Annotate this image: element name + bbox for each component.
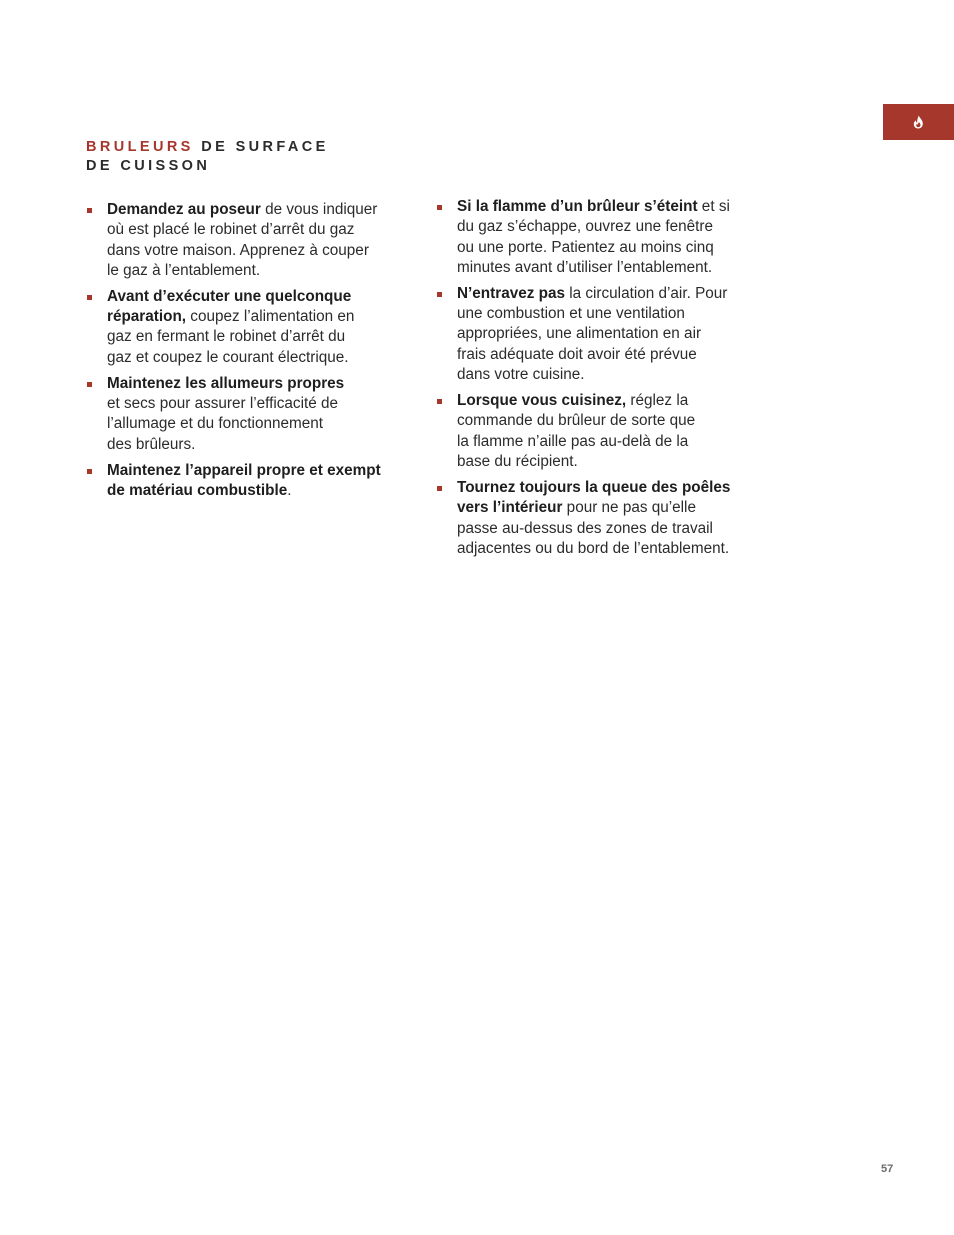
bullet-lead: vers l’intérieur	[457, 499, 563, 517]
bullet-text: gaz et coupez le courant électrique.	[107, 348, 349, 366]
list-item	[86, 374, 406, 455]
bullet-text: la flamme n’aille pas au-delà de la	[457, 432, 689, 450]
list-item	[436, 284, 756, 385]
bullet-text: ou une porte. Patientez au moins cinq	[457, 238, 714, 256]
page-number: 57	[881, 1163, 894, 1175]
bullet-lead: Maintenez l’appareil propre et exempt	[107, 461, 381, 479]
bullet-text: réglez la	[626, 392, 689, 410]
bullet-text: dans votre cuisine.	[457, 366, 585, 384]
bullet-lead: réparation,	[107, 308, 187, 326]
list-item	[86, 461, 406, 502]
bullet-text: la circulation d’air. Pour	[564, 284, 728, 302]
bullet-text: une combustion et une ventilation	[457, 305, 685, 323]
bullet-text: dans votre maison. Apprenez à couper	[107, 241, 369, 259]
section-tab	[883, 104, 954, 140]
list-item	[436, 197, 756, 278]
bullet-lead: Si la flamme d’un brûleur s’éteint	[457, 198, 698, 215]
bullet-text: pour ne pas qu’elle	[562, 499, 696, 517]
list-item	[436, 478, 756, 559]
bullet-lead: Demandez au poseur	[107, 201, 261, 218]
bullet-text: commande du brûleur de sorte que	[457, 412, 696, 430]
bullet-text: et secs pour assurer l’efficacité de	[107, 395, 338, 413]
bullet-lead: de matériau combustible	[107, 481, 288, 499]
bullet-text: adjacentes ou du bord de l’entablement.	[457, 539, 730, 557]
flame-icon	[912, 115, 925, 129]
section-heading	[86, 138, 329, 175]
bullet-text: appropriées, une alimentation en air	[457, 325, 702, 343]
left-bullet-list	[86, 200, 406, 507]
bullet-text: le gaz à l’entablement.	[107, 261, 261, 279]
bullet-text: où est placé le robinet d’arrêt du gaz	[107, 221, 355, 239]
bullet-lead: N’entravez pas	[457, 284, 565, 302]
bullet-text: frais adéquate doit avoir été prévue	[457, 345, 697, 363]
heading-line1-rest: DE SURFACE	[193, 139, 329, 155]
bullet-text: l’allumage et du fonctionnement	[107, 415, 323, 433]
bullet-text: gaz en fermant le robinet d’arrêt du	[107, 328, 346, 346]
bullet-lead: Lorsque vous cuisinez,	[457, 392, 627, 410]
bullet-text: coupez l’alimentation en	[186, 308, 355, 326]
bullet-lead: Avant d’exécuter une quelconque	[107, 287, 352, 305]
bullet-text: et si	[697, 198, 730, 215]
bullet-lead: Tournez toujours la queue des poêles	[457, 478, 731, 496]
list-item	[436, 391, 756, 472]
bullet-text: base du récipient.	[457, 452, 578, 470]
bullet-text: passe au-dessus des zones de travail	[457, 519, 713, 537]
list-item	[86, 200, 406, 281]
bullet-lead: Maintenez les allumeurs propres	[107, 374, 345, 392]
bullet-text: minutes avant d’utiliser l’entablement.	[457, 258, 713, 276]
bullet-text: du gaz s’échappe, ouvrez une fenêtre	[457, 218, 713, 236]
list-item	[86, 287, 406, 368]
bullet-text: des brûleurs.	[107, 435, 196, 453]
heading-line2: DE CUISSON	[86, 157, 211, 174]
right-bullet-list	[436, 197, 756, 565]
bullet-text: de vous indiquer	[260, 201, 378, 218]
bullet-text: .	[287, 481, 292, 499]
heading-accent: BRULEURS	[86, 139, 194, 155]
